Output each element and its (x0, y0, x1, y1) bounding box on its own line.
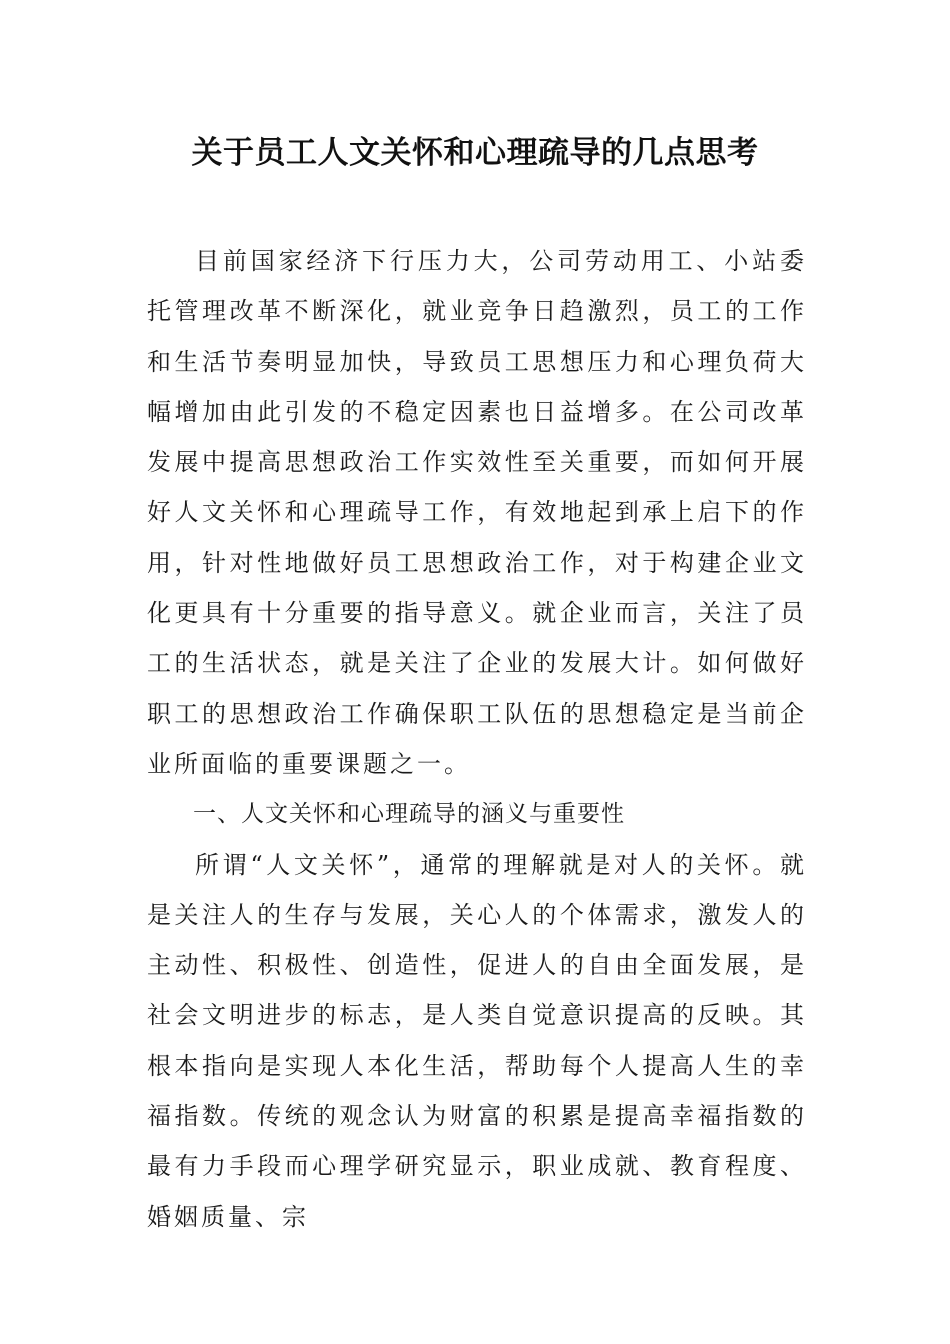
document-title: 关于员工人文关怀和心理疏导的几点思考 (191, 135, 759, 171)
paragraph-intro: 目前国家经济下行压力大，公司劳动用工、小站委托管理改革不断深化，就业竞争日趋激烈，员工的工作和生活节奏明显加快，导致员工思想压力和心理负荷大幅增加由此引发的不稳定因素也日益增多。在公司改革发展中提高思想政治工作实效性至关重要，而如何开展好人文关怀和心理疏导工作，有效地起到承上启下的作用，针对性地做好员工思想政治工作，对于构建企业文化更具有十分重要的指导意义。就企业而言，关注了员工的生活状态，就是关注了企业的发展大计。如何做好职工的思想政治工作确保职工队伍的思想稳定是当前企业所面临的重要课题之一。 (147, 247, 807, 778)
document-body (147, 236, 807, 1242)
paragraph-humanistic-care: 所谓“人文关怀”，通常的理解就是对人的关怀。就是关注人的生存与发展，关心人的个体需求，激发人的主动性、积极性、创造性，促进人的自由全面发展，是社会文明进步的标志，是人类自觉意识提高的反映。其根本指向是实现人本化生活，帮助每个人提高人生的幸福指数。传统的观念认为财富的积累是提高幸福指数的最有力手段而心理学研究显示，职业成就、教育程度、婚姻质量、宗 (147, 850, 807, 1231)
section-heading: 一、人文关怀和心理疏导的涵义与重要性 (193, 801, 625, 828)
